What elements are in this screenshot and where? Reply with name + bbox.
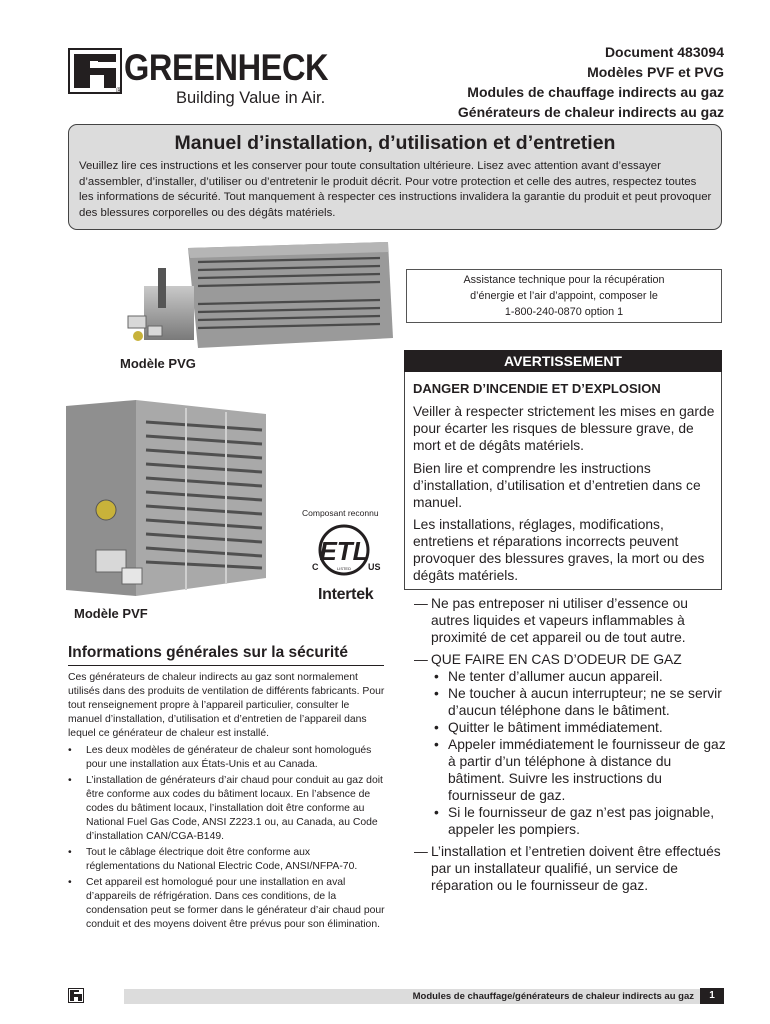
greenheck-logo-icon — [68, 48, 122, 94]
pvf-heater-image — [66, 400, 296, 600]
document-header — [458, 42, 724, 122]
gas-safety-instructions — [414, 595, 726, 894]
listed-mark: LISTED — [336, 566, 352, 571]
registered-mark: ® — [116, 86, 122, 95]
assistance-phone: 1-800-240-0870 option 1 — [504, 306, 624, 318]
intro-text: Veuillez lire ces instructions et les conserver pour toute consultation ultérieure. Lisez avec attention avant d’essayer d’assembler, d’installer, d’utiliser ou d’entretenir le produit décrit. Pour votre protection et celle des autres, respectez toutes les informations de sécurité. Tout manquement à respecter ces instructions invalidera la garantie du produit et peut provoquer des blessures corporelles ou des dégâts matériels. — [79, 160, 712, 219]
etl-letters: ETL — [319, 536, 369, 566]
pvf-label: Modèle PVF — [74, 606, 148, 621]
dash-marker: — — [414, 596, 428, 611]
document-models: Modèles PVF et PVG — [587, 64, 724, 80]
certification-caption: Composant reconnu — [302, 508, 379, 518]
list-item: • Les deux modèles de générateur de chaleur sont homologués pour une installation aux États-Unis et au Canada. — [68, 744, 386, 772]
safety-intro: Ces générateurs de chaleur indirects au gaz sont normalement utilisés dans des produits de ventilation de différents fabricants. Pour tout renseignement propre à l’appareil particulier, consulter le manuel d’installation, d’utilisation et d’entretien de l’appareil dans lequel ce générateur de chaleur est installé. — [68, 672, 385, 739]
list-item: • Quitter le bâtiment immédiatement. — [414, 719, 726, 736]
warning-header: AVERTISSEMENT — [404, 350, 722, 372]
instruction-text: QUE FAIRE EN CAS D’ODEUR DE GAZ — [431, 652, 682, 667]
document-number: Document 483094 — [604, 44, 724, 60]
section-divider — [68, 665, 384, 666]
list-item: • Tout le câblage électrique doit être conforme aux réglementations du National Electric Code, ANSI/NFPA-70. — [68, 846, 386, 874]
assistance-line2: d’énergie et l’air d’appoint, composer le — [470, 290, 658, 302]
danger-title: DANGER D’INCENDIE ET D’EXPLOSION — [413, 381, 661, 396]
pvg-heater-image — [118, 238, 398, 350]
instruction-item — [414, 595, 726, 646]
list-item: • Ne toucher à aucun interrupteur; ne se servir d’aucun téléphone dans le bâtiment. — [414, 685, 726, 719]
c-mark: C — [312, 562, 319, 572]
technical-assistance-box — [406, 269, 722, 323]
etl-listed-mark — [306, 520, 386, 586]
dash-marker: — — [414, 652, 428, 667]
list-item: • Cet appareil est homologué pour une installation en aval d’appareils de réfrigération. Dans ces conditions, de la condensation peut se former dans le générateur d’air chaud pour conduit et des moyens doivent être prévus pour son élimination. — [68, 876, 386, 932]
list-item: • Ne tenter d’allumer aucun appareil. — [414, 668, 726, 685]
gas-odor-steps — [414, 668, 726, 838]
brand-name: GREENHECK — [124, 47, 329, 88]
dash-marker: — — [414, 844, 428, 859]
warning-paragraph: Veiller à respecter strictement les mises en garde pour écarter les risques de blessure grave, de mort et de dégâts matériels. — [413, 404, 715, 453]
footer-text: Modules de chauffage/générateurs de chaleur indirects au gaz — [412, 991, 694, 1002]
assistance-line1: Assistance technique pour la récupération — [463, 274, 665, 286]
safety-list — [68, 744, 386, 932]
section-heading: Informations générales sur la sécurité — [68, 644, 348, 661]
document-title-line1: Modules de chauffage indirects au gaz — [467, 84, 724, 100]
safety-body — [68, 671, 386, 934]
manual-title: Manuel d’installation, d’utilisation et d’entretien — [174, 132, 616, 154]
page-number: 1 — [700, 988, 724, 1004]
footer-logo-icon — [68, 988, 84, 1003]
instruction-item — [414, 651, 726, 668]
brand-tagline: Building Value in Air. — [176, 89, 326, 107]
list-item: • Si le fournisseur de gaz n’est pas joignable, appeler les pompiers. — [414, 804, 726, 838]
warning-paragraph: Les installations, réglages, modifications, entretiens et réparations incorrects peuvent provoquer des blessures graves, la mort ou des dégâts matériels. — [413, 517, 705, 583]
list-item: • L’installation de générateurs d’air chaud pour conduit au gaz doit être conforme aux codes du bâtiment locaux. En l’absence de codes du bâtiment locaux, l’installation doit être conforme au National Fuel Gas Code, ANSI Z223.1 ou, au Canada, au Code d’installation CAN/CGA-B149. — [68, 774, 386, 844]
instruction-item — [414, 843, 726, 894]
document-title-line2: Générateurs de chaleur indirects au gaz — [457, 104, 724, 120]
list-item: • Appeler immédiatement le fournisseur de gaz à partir d’un téléphone à distance du bâtiment. Suivre les instructions du fournisseur de gaz. — [414, 736, 726, 804]
pvg-label: Modèle PVG — [120, 356, 196, 371]
intro-box — [68, 124, 722, 230]
intertek-name: Intertek — [318, 586, 374, 603]
instruction-text: L’installation et l’entretien doivent être effectués par un installateur qualifié, un service de réparation ou le fournisseur de gaz. — [431, 844, 721, 893]
warning-paragraph: Bien lire et comprendre les instructions d’installation, d’utilisation et d’entretien dans ce manuel. — [413, 461, 701, 510]
instruction-text: Ne pas entreposer ni utiliser d’essence ou autres liquides et vapeurs inflammables à proximité de cet appareil ou de tout autre. — [431, 596, 688, 645]
us-mark: US — [368, 562, 381, 572]
